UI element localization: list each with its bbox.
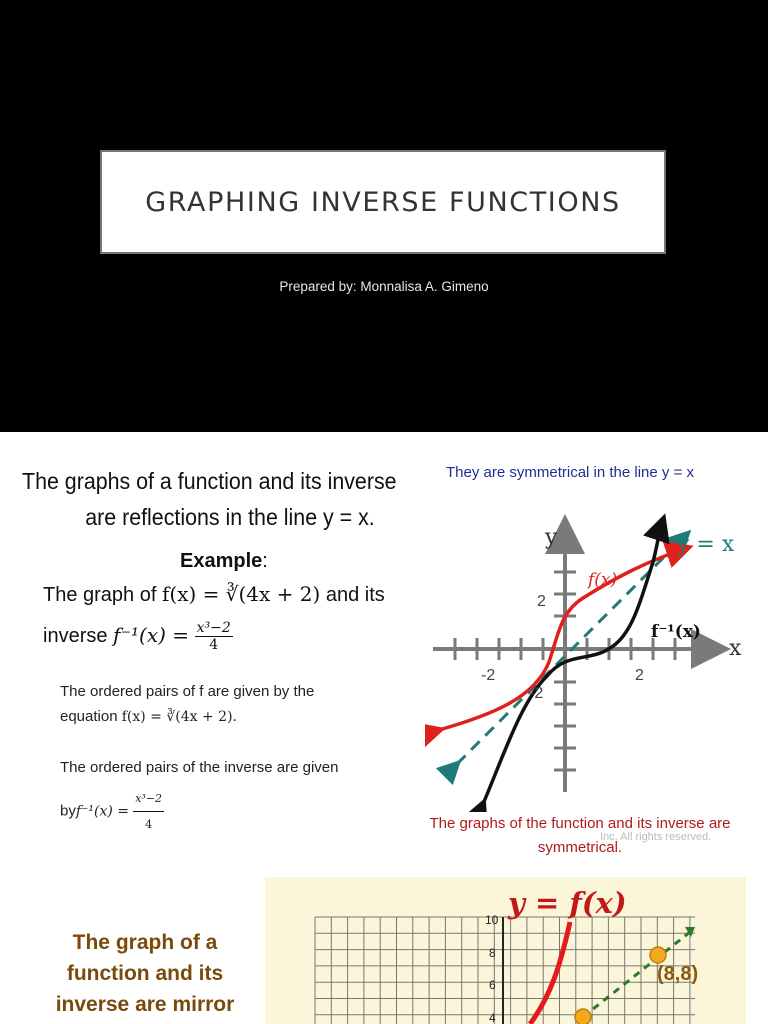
example-function-line xyxy=(43,582,385,607)
inverse-lhs: f⁻¹(x) = xyxy=(113,622,190,647)
equation-label: y = f(x) xyxy=(508,886,627,920)
point-lower xyxy=(575,1009,591,1024)
statement-line-2: are reflections in the line y = x. xyxy=(85,504,375,530)
pairs-inv-denominator: 4 xyxy=(145,818,153,831)
y-tick-2: 2 xyxy=(537,593,546,610)
function-formula: f(x) = ∛(4x + 2) xyxy=(161,582,321,606)
pairs-inverse-paragraph xyxy=(60,755,339,837)
example-label: Example xyxy=(180,550,263,572)
mirror-line-3: inverse are mirror xyxy=(55,993,235,1016)
mirror-graph xyxy=(265,877,746,1024)
content-slide xyxy=(0,432,768,1024)
caption-line-1: The graphs of the function and its inverse are xyxy=(429,815,731,832)
caption-line-2: symmetrical. xyxy=(537,839,623,856)
y-tick-8: 8 xyxy=(489,946,496,960)
x-tick-2: 2 xyxy=(635,667,644,684)
symmetry-title: They are symmetrical in the line y = x xyxy=(446,464,695,481)
point-label: (8,8) xyxy=(657,963,699,985)
pairs-f-line-1: The ordered pairs of f are given by the xyxy=(60,683,315,700)
pairs-inv-line-2 xyxy=(60,786,339,837)
inverse-prefix: inverse xyxy=(43,624,108,647)
mirror-statement xyxy=(40,927,250,1020)
pairs-f-paragraph xyxy=(60,679,314,730)
inverse-denominator: 4 xyxy=(209,637,219,653)
and-its-text: and its xyxy=(325,584,385,606)
pairs-inv-numerator: x³−2 xyxy=(133,786,164,812)
y-tick-10: 10 xyxy=(485,913,499,927)
title-slide xyxy=(0,0,768,432)
pairs-f-formula: f(x) = ∛(4x + 2). xyxy=(121,709,238,725)
point-8-8 xyxy=(650,947,666,963)
copyright-note: Inc. All rights reserved. xyxy=(600,831,712,843)
inverse-curve xyxy=(483,520,663,804)
y-tick-4: 4 xyxy=(489,1011,496,1024)
pairs-inv-prefix: by xyxy=(60,802,76,820)
example-inverse-line xyxy=(43,620,233,653)
example-heading: Example: xyxy=(180,550,268,572)
inverse-graph xyxy=(425,492,768,812)
pairs-f-prefix: equation xyxy=(60,708,118,725)
identity-label: y = x xyxy=(677,532,735,557)
pairs-inv-fraction xyxy=(133,786,164,837)
pairs-f-line-2 xyxy=(60,704,314,730)
pairs-inv-lhs: f⁻¹(x) = xyxy=(75,803,130,820)
inverse-fraction xyxy=(195,620,233,653)
slide-subtitle: Prepared by: Monnalisa A. Gimeno xyxy=(279,279,489,294)
x-tick-neg2: -2 xyxy=(481,667,496,684)
y-tick-neg2: -2 xyxy=(529,685,544,702)
mirror-line-1: The graph of a xyxy=(72,931,218,954)
y-axis-label: y xyxy=(545,525,558,550)
pairs-inv-line-1: The ordered pairs of the inverse are given xyxy=(60,759,339,776)
y-tick-6: 6 xyxy=(489,978,496,992)
slide-title: GRAPHING INVERSE FUNCTIONS xyxy=(145,186,621,218)
inverse-numerator: x³−2 xyxy=(196,620,231,636)
inverse-label: f⁻¹(x) xyxy=(651,622,701,642)
title-box xyxy=(100,150,666,254)
graph-of-prefix: The graph of xyxy=(43,584,157,606)
mirror-line-2: function and its xyxy=(66,962,224,985)
x-axis-label: x xyxy=(729,636,742,661)
statement-line-1: The graphs of a function and its inverse xyxy=(22,468,397,494)
function-label: f(x) xyxy=(588,570,618,590)
